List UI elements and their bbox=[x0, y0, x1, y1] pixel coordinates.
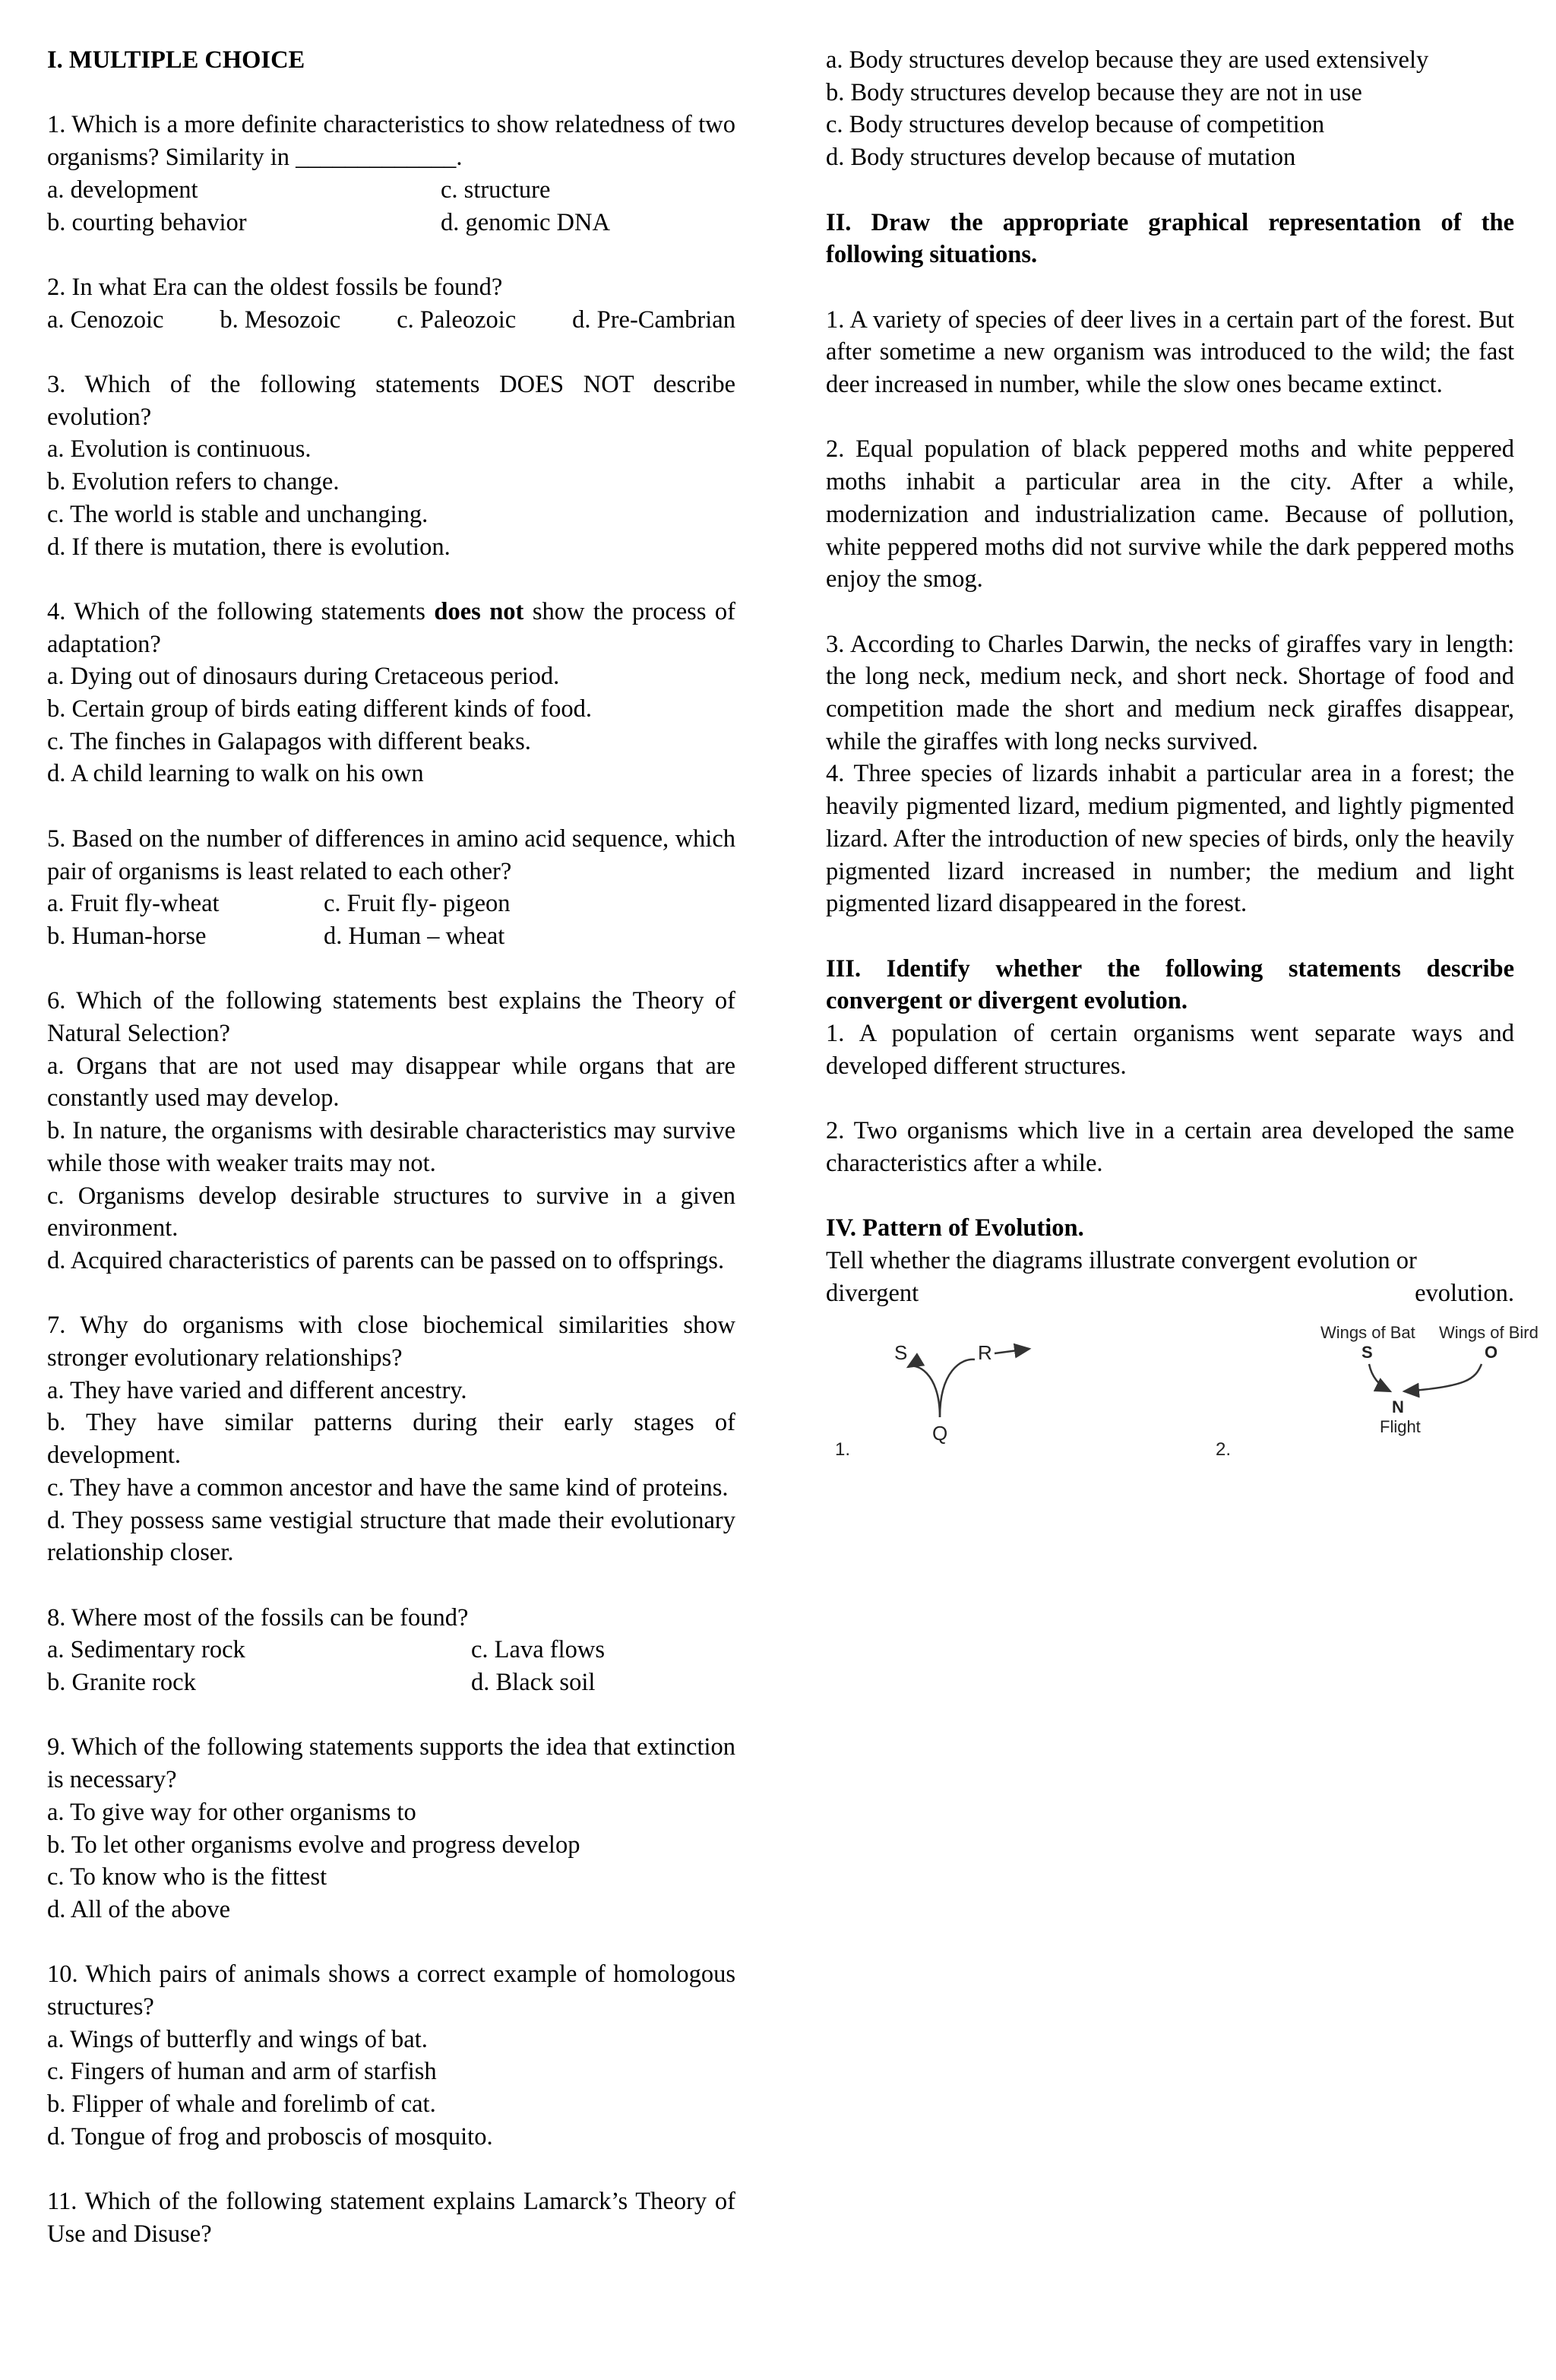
question-2-stem: 2. In what Era can the oldest fossils be found? bbox=[47, 273, 503, 301]
instruction-word: divergent bbox=[826, 1279, 919, 1307]
divergent-diagram bbox=[826, 1326, 1054, 1463]
statement-1: 1. A population of certain organisms went separate ways and developed different structures. bbox=[826, 1020, 1514, 1080]
option: b. Granite rock bbox=[47, 1669, 196, 1697]
converge-left-arrow bbox=[1369, 1364, 1390, 1391]
diagram2-bottom-label: N bbox=[1392, 1397, 1404, 1417]
option: d. All of the above bbox=[47, 1895, 230, 1923]
option: d. Black soil bbox=[471, 1669, 596, 1697]
convergent-diagram bbox=[1210, 1315, 1539, 1467]
option: a. Wings of butterfly and wings of bat. bbox=[47, 2025, 428, 2053]
question-8-stem: 8. Where most of the fossils can be found? bbox=[47, 1603, 469, 1632]
diagram2-number: 2. bbox=[1216, 1439, 1232, 1461]
diagram1-left-label: S bbox=[894, 1341, 908, 1365]
option: a. Cenozoic bbox=[47, 305, 164, 334]
option: b. Evolution refers to change. bbox=[47, 468, 340, 496]
question-11-stem: 11. Which of the following statement explains Lamarck’s Theory of Use and Disuse? bbox=[47, 2188, 735, 2248]
stem-text: 4. Which of the following statements bbox=[47, 597, 435, 625]
option: d. If there is mutation, there is evolution. bbox=[47, 533, 451, 561]
option: d. A child learning to walk on his own bbox=[47, 760, 424, 788]
option: c. To know who is the fittest bbox=[47, 1863, 327, 1891]
evolution-diagrams bbox=[826, 1323, 1539, 1463]
question-1-options-row-1 bbox=[47, 174, 735, 207]
option: c. They have a common ancestor and have the same kind of proteins. bbox=[47, 1473, 729, 1502]
question-1-stem: 1. Which is a more definite characteristics to show relatedness of two organisms? Similarity in _____________. bbox=[47, 111, 735, 172]
diagram2-caption-right: Wings of Bird bbox=[1439, 1323, 1539, 1343]
right-arrow bbox=[995, 1349, 1029, 1353]
option: c. Fruit fly- pigeon bbox=[324, 890, 511, 918]
instruction-word: evolution. bbox=[1415, 1279, 1514, 1307]
section4-instruction-end bbox=[826, 1277, 1514, 1310]
section2-heading: II. Draw the appropriate graphical representation of the following situations. bbox=[826, 208, 1514, 269]
situation-4: 4. Three species of lizards inhabit a particular area in a forest; the heavily pigmented lizard, medium pigmented, and lightly pigmented lizard. After the introduction of new species of birds, only the heavily pigmented lizard increased in number; the medium and light pigmented lizard disappeared in the forest. bbox=[826, 760, 1514, 918]
option: c. The world is stable and unchanging. bbox=[47, 500, 429, 528]
section3-heading: III. Identify whether the following statements describe convergent or divergent evolution. bbox=[826, 954, 1514, 1015]
question-8-options-row-2 bbox=[47, 1666, 735, 1699]
option: b. To let other organisms evolve and progress develop bbox=[47, 1831, 580, 1859]
option: c. Organisms develop desirable structures to survive in a given environment. bbox=[47, 1182, 735, 1242]
option: a. Organs that are not used may disappear while organs that are constantly used may develop. bbox=[47, 1052, 735, 1112]
question-8-options-row-1 bbox=[47, 1634, 735, 1666]
question-1-options-row-2 bbox=[47, 207, 735, 239]
option: c. Paleozoic bbox=[397, 305, 517, 334]
diagram1-number: 1. bbox=[835, 1439, 851, 1461]
question-10-stem: 10. Which pairs of animals shows a correct example of homologous structures? bbox=[47, 1961, 735, 2021]
option: c. Fingers of human and arm of starfish bbox=[47, 2058, 437, 2086]
question-4-stem bbox=[47, 596, 735, 660]
situation-1: 1. A variety of species of deer lives in a certain part of the forest. But after sometime a new organism was introduced to the wild; the fast deer increased in number, while the slow ones became extinct. bbox=[826, 305, 1514, 398]
option: d. Tongue of frog and proboscis of mosquito. bbox=[47, 2122, 493, 2151]
option: b. In nature, the organisms with desirable characteristics may survive while those with weaker traits may not. bbox=[47, 1117, 735, 1177]
diverge-right-curve bbox=[940, 1359, 975, 1417]
question-6-stem: 6. Which of the following statements best explains the Theory of Natural Selection? bbox=[47, 987, 735, 1047]
option: c. Body structures develop because of competition bbox=[826, 111, 1325, 139]
option: c. Lava flows bbox=[471, 1636, 605, 1664]
option: d. They possess same vestigial structure that made their evolutionary relationship closer. bbox=[47, 1506, 735, 1567]
option: b. Certain group of birds eating different kinds of food. bbox=[47, 695, 592, 723]
option: b. Mesozoic bbox=[220, 305, 341, 334]
statement-2: 2. Two organisms which live in a certain area developed the same characteristics after a while. bbox=[826, 1117, 1514, 1177]
section4-instruction: Tell whether the diagrams illustrate convergent evolution or bbox=[826, 1246, 1417, 1274]
question-5-options-row-1 bbox=[47, 888, 735, 920]
option: d. Acquired characteristics of parents can be passed on to offsprings. bbox=[47, 1246, 725, 1274]
question-5-options-row-2 bbox=[47, 920, 735, 953]
stem-emphasis: does not bbox=[434, 597, 524, 625]
diagram2-left-label: S bbox=[1362, 1343, 1373, 1362]
diverge-left-arrow bbox=[908, 1366, 940, 1417]
stem-text: show the process of adaptation? bbox=[47, 597, 735, 658]
section1-heading: I. MULTIPLE CHOICE bbox=[47, 46, 305, 74]
question-3-stem: 3. Which of the following statements DOES NOT describe evolution? bbox=[47, 370, 735, 431]
option: b. courting behavior bbox=[47, 208, 247, 236]
option: c. The finches in Galapagos with different beaks. bbox=[47, 727, 531, 755]
option: a. To give way for other organisms to bbox=[47, 1798, 416, 1826]
option: b. Human-horse bbox=[47, 922, 207, 950]
diagram1-bottom-label: Q bbox=[932, 1422, 948, 1445]
option: a. They have varied and different ancestry. bbox=[47, 1376, 467, 1404]
question-9-stem: 9. Which of the following statements supports the idea that extinction is necessary? bbox=[47, 1733, 735, 1794]
question-2-options bbox=[47, 304, 735, 337]
situation-2: 2. Equal population of black peppered moths and white peppered moths inhabit a particular area in the city. After a while, modernization and industrialization came. Because of pollution, white peppered moths did not survive while the dark peppered moths enjoy the smog. bbox=[826, 435, 1514, 593]
option: a. Body structures develop because they are used extensively bbox=[826, 46, 1429, 74]
option: d. genomic DNA bbox=[441, 208, 610, 236]
option: a. Evolution is continuous. bbox=[47, 435, 312, 464]
diagram2-caption-left: Wings of Bat bbox=[1320, 1323, 1415, 1343]
converge-right-arrow bbox=[1404, 1364, 1482, 1391]
diagram2-bottom-caption: Flight bbox=[1380, 1417, 1421, 1437]
option: b. Body structures develop because they are not in use bbox=[826, 78, 1362, 106]
option: d. Human – wheat bbox=[324, 922, 505, 950]
option: a. Dying out of dinosaurs during Cretaceous period. bbox=[47, 663, 560, 691]
right-column bbox=[826, 44, 1539, 1463]
option: a. Fruit fly-wheat bbox=[47, 890, 220, 918]
left-column bbox=[47, 44, 735, 2251]
option: d. Body structures develop because of mutation bbox=[826, 144, 1296, 172]
option: d. Pre-Cambrian bbox=[572, 305, 735, 334]
option: b. Flipper of whale and forelimb of cat. bbox=[47, 2090, 436, 2119]
option: c. structure bbox=[441, 176, 551, 204]
option: b. They have similar patterns during their early stages of development. bbox=[47, 1409, 735, 1470]
question-7-stem: 7. Why do organisms with close biochemical similarities show stronger evolutionary relationships? bbox=[47, 1312, 735, 1372]
diagram1-right-label: R bbox=[978, 1341, 992, 1365]
option: a. development bbox=[47, 176, 198, 204]
situation-3: 3. According to Charles Darwin, the necks of giraffes vary in length: the long neck, medium neck, and short neck. Shortage of food and competition made the short and medium neck giraffes disappear, while the giraffes with long necks survived. bbox=[826, 630, 1514, 755]
section4-heading: IV. Pattern of Evolution. bbox=[826, 1214, 1084, 1242]
option: a. Sedimentary rock bbox=[47, 1636, 245, 1664]
question-5-stem: 5. Based on the number of differences in amino acid sequence, which pair of organisms is least related to each other? bbox=[47, 824, 735, 885]
diagram2-right-label: O bbox=[1485, 1343, 1498, 1362]
